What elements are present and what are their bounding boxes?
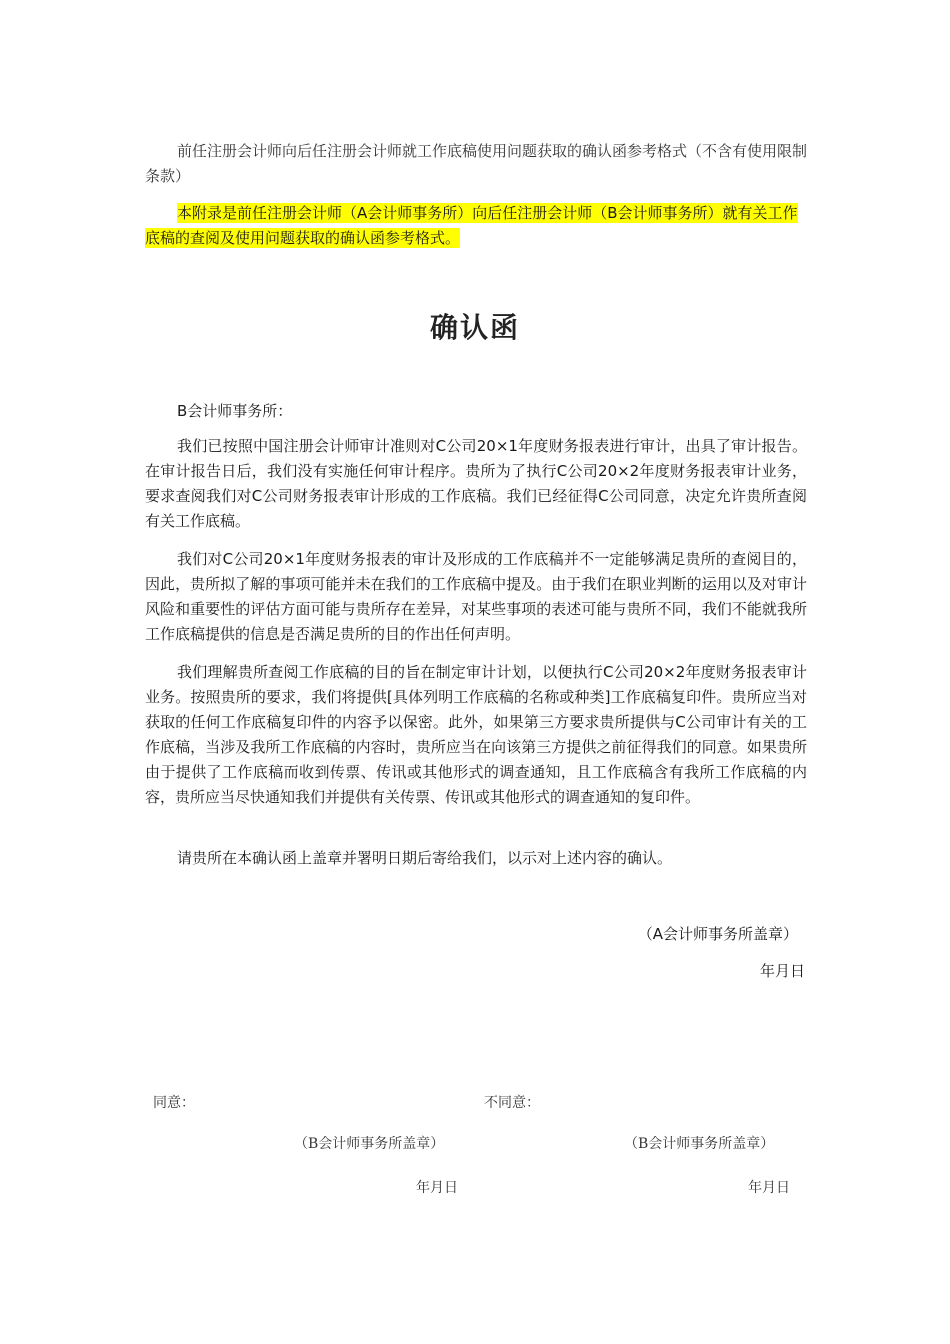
appendix-note <box>145 201 807 251</box>
disagree-date-line: 年月日 <box>748 1180 790 1196</box>
appendix-heading: 前任注册会计师向后任注册会计师就工作底稿使用问题获取的确认函参考格式（不含有使用限制条款） <box>145 142 808 185</box>
highlighted-note-text: 本附录是前任注册会计师（A会计师事务所）向后任注册会计师（B会计师事务所）就有关工作底稿的查阅及使用问题获取的确认函参考格式。 <box>145 204 798 247</box>
agree-seal-line: （B会计师事务所盖章） <box>294 1136 445 1152</box>
sender-seal-line: （A会计师事务所盖章） <box>637 925 798 943</box>
letter-salutation: B会计师事务所： <box>177 402 293 420</box>
letter-paragraph-3: 我们理解贵所查阅工作底稿的目的旨在制定审计计划，以便执行C公司20×2年度财务报表审计业务。按照贵所的要求，我们将提供[具体列明工作底稿的名称或种类]工作底稿复印件。贵所应当对获取的任何工作底稿复印件的内容予以保密。此外，如果第三方要求贵所提供与C公司审计有关的工作底稿，当涉及我所工作底稿的内容时，贵所应当在向该第三方提供之前征得我们的同意。如果贵所由于提供了工作底稿而收到传票、传讯或其他形式的调查通知，且工作底稿含有我所工作底稿的内容，贵所应当尽快通知我们并提供有关传票、传讯或其他形式的调查通知的复印件。 <box>145 663 807 806</box>
disagree-seal-line: （B会计师事务所盖章） <box>624 1136 775 1152</box>
agree-label: 同意： <box>153 1095 195 1111</box>
letter-paragraph-4: 请贵所在本确认函上盖章并署明日期后寄给我们，以示对上述内容的确认。 <box>177 849 673 867</box>
disagree-label: 不同意： <box>484 1095 540 1111</box>
letter-paragraph-1: 我们已按照中国注册会计师审计准则对C公司20×1年度财务报表进行审计，出具了审计报告。在审计报告日后，我们没有实施任何审计程序。贵所为了执行C公司20×2年度财务报表审计业务，要求查阅我们对C公司财务报表审计形成的工作底稿。我们已经征得C公司同意，决定允许贵所查阅有关工作底稿。 <box>145 437 807 530</box>
letter-title: 确认函 <box>429 311 520 344</box>
agree-date-line: 年月日 <box>416 1180 458 1196</box>
sender-date-line: 年月日 <box>759 962 805 980</box>
letter-paragraph-2: 我们对C公司20×1年度财务报表的审计及形成的工作底稿并不一定能够满足贵所的查阅目的，因此，贵所拟了解的事项可能并未在我们的工作底稿中提及。由于我们在职业判断的运用以及对审计风险和重要性的评估方面可能与贵所存在差异，对某些事项的表述可能与贵所不同，我们不能就我所工作底稿提供的信息是否满足贵所的目的作出任何声明。 <box>145 550 807 643</box>
